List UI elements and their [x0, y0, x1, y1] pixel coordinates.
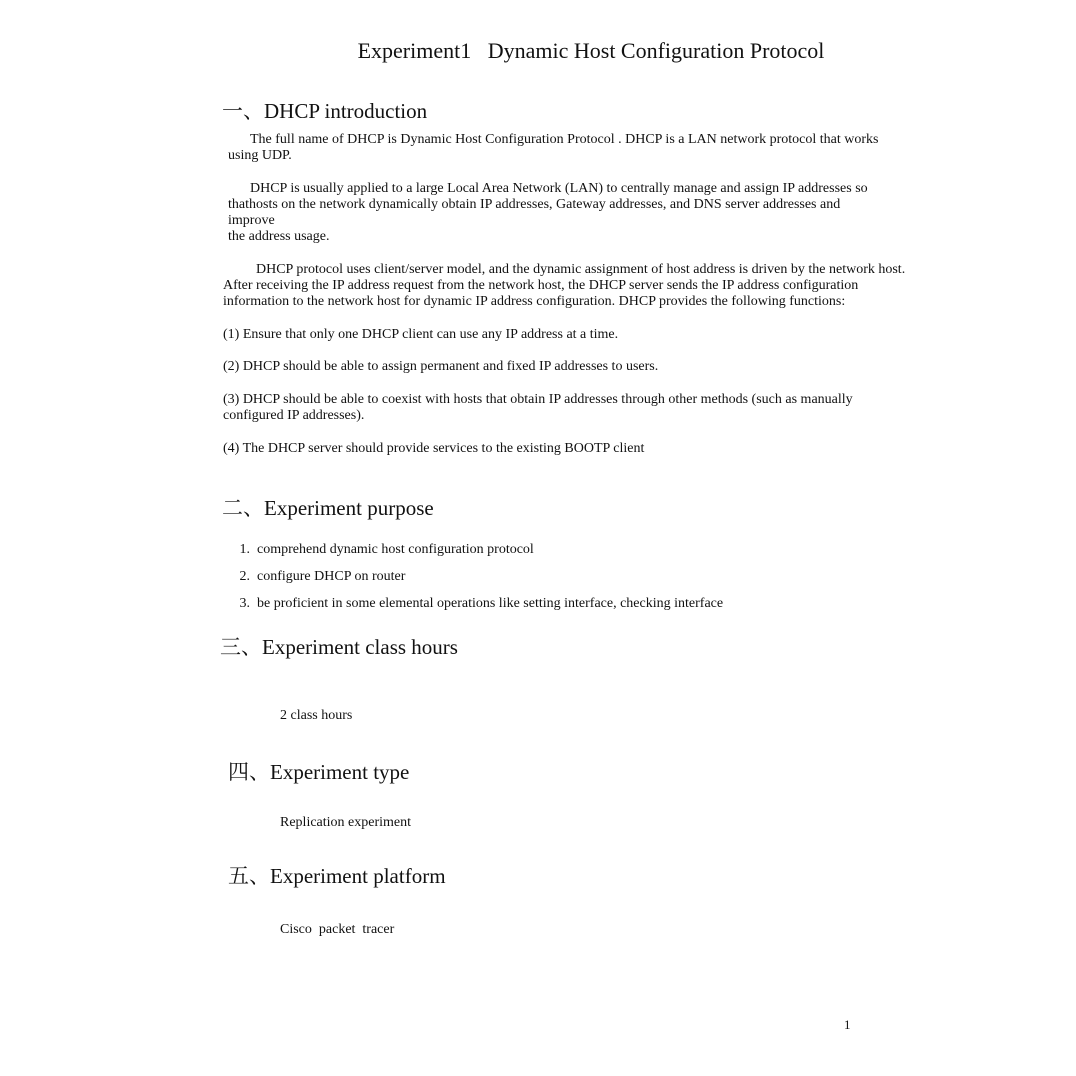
experiment-platform-value: Cisco packet tracer	[280, 922, 395, 937]
intro-paragraph-1-line-2: using UDP.	[228, 148, 292, 163]
section-heading-experiment-type: 四、Experiment type	[228, 760, 410, 784]
function-item-2: (2) DHCP should be able to assign permanent and fixed IP addresses to users.	[223, 359, 659, 374]
intro-paragraph-2-line-1: DHCP is usually applied to a large Local Area Network (LAN) to centrally manage and assign IP addresses so	[250, 181, 868, 196]
function-item-3-line-2: configured IP addresses).	[223, 408, 365, 423]
purpose-list-item	[223, 569, 405, 586]
intro-paragraph-2-line-2: thathosts on the network dynamically obtain IP addresses, Gateway addresses, and DNS server addresses and	[228, 197, 841, 212]
function-item-4: (4) The DHCP server should provide services to the existing BOOTP client	[223, 441, 645, 456]
purpose-list-text: be proficient in some elemental operations like setting interface, checking interface	[257, 596, 724, 611]
document-title: Experiment1 Dynamic Host Configuration Protocol	[357, 38, 825, 63]
section-heading-experiment-platform: 五、Experiment platform	[228, 864, 446, 888]
page-number: 1	[844, 1017, 851, 1032]
purpose-list-text: configure DHCP on router	[257, 569, 406, 584]
class-hours-value: 2 class hours	[280, 708, 353, 723]
function-item-3-line-1: (3) DHCP should be able to coexist with hosts that obtain IP addresses through other methods (such as manually	[223, 392, 853, 407]
intro-paragraph-1-line-1: The full name of DHCP is Dynamic Host Configuration Protocol . DHCP is a LAN network protocol that works	[250, 132, 879, 147]
section-heading-dhcp-introduction: 一、DHCP introduction	[222, 99, 428, 123]
section-heading-class-hours: 三、Experiment class hours	[220, 635, 458, 659]
purpose-list-number: 2.	[239, 569, 250, 584]
purpose-list-item	[223, 596, 723, 613]
intro-paragraph-3-line-3: information to the network host for dynamic IP address configuration. DHCP provides the following functions:	[223, 294, 846, 309]
intro-paragraph-2-line-4: the address usage.	[228, 229, 330, 244]
function-item-1: (1) Ensure that only one DHCP client can use any IP address at a time.	[223, 327, 619, 342]
purpose-list-number: 3.	[239, 596, 250, 611]
intro-paragraph-3-line-1: DHCP protocol uses client/server model, and the dynamic assignment of host address is driven by the network host.	[256, 262, 906, 277]
purpose-list-item	[223, 542, 534, 559]
purpose-list-number: 1.	[239, 542, 250, 557]
section-heading-experiment-purpose: 二、Experiment purpose	[222, 496, 434, 520]
intro-paragraph-3-line-2: After receiving the IP address request from the network host, the DHCP server sends the IP address configuration	[223, 278, 859, 293]
purpose-list-text: comprehend dynamic host configuration protocol	[257, 542, 534, 557]
experiment-type-value: Replication experiment	[280, 815, 412, 830]
intro-paragraph-2-line-3: improve	[228, 213, 275, 228]
